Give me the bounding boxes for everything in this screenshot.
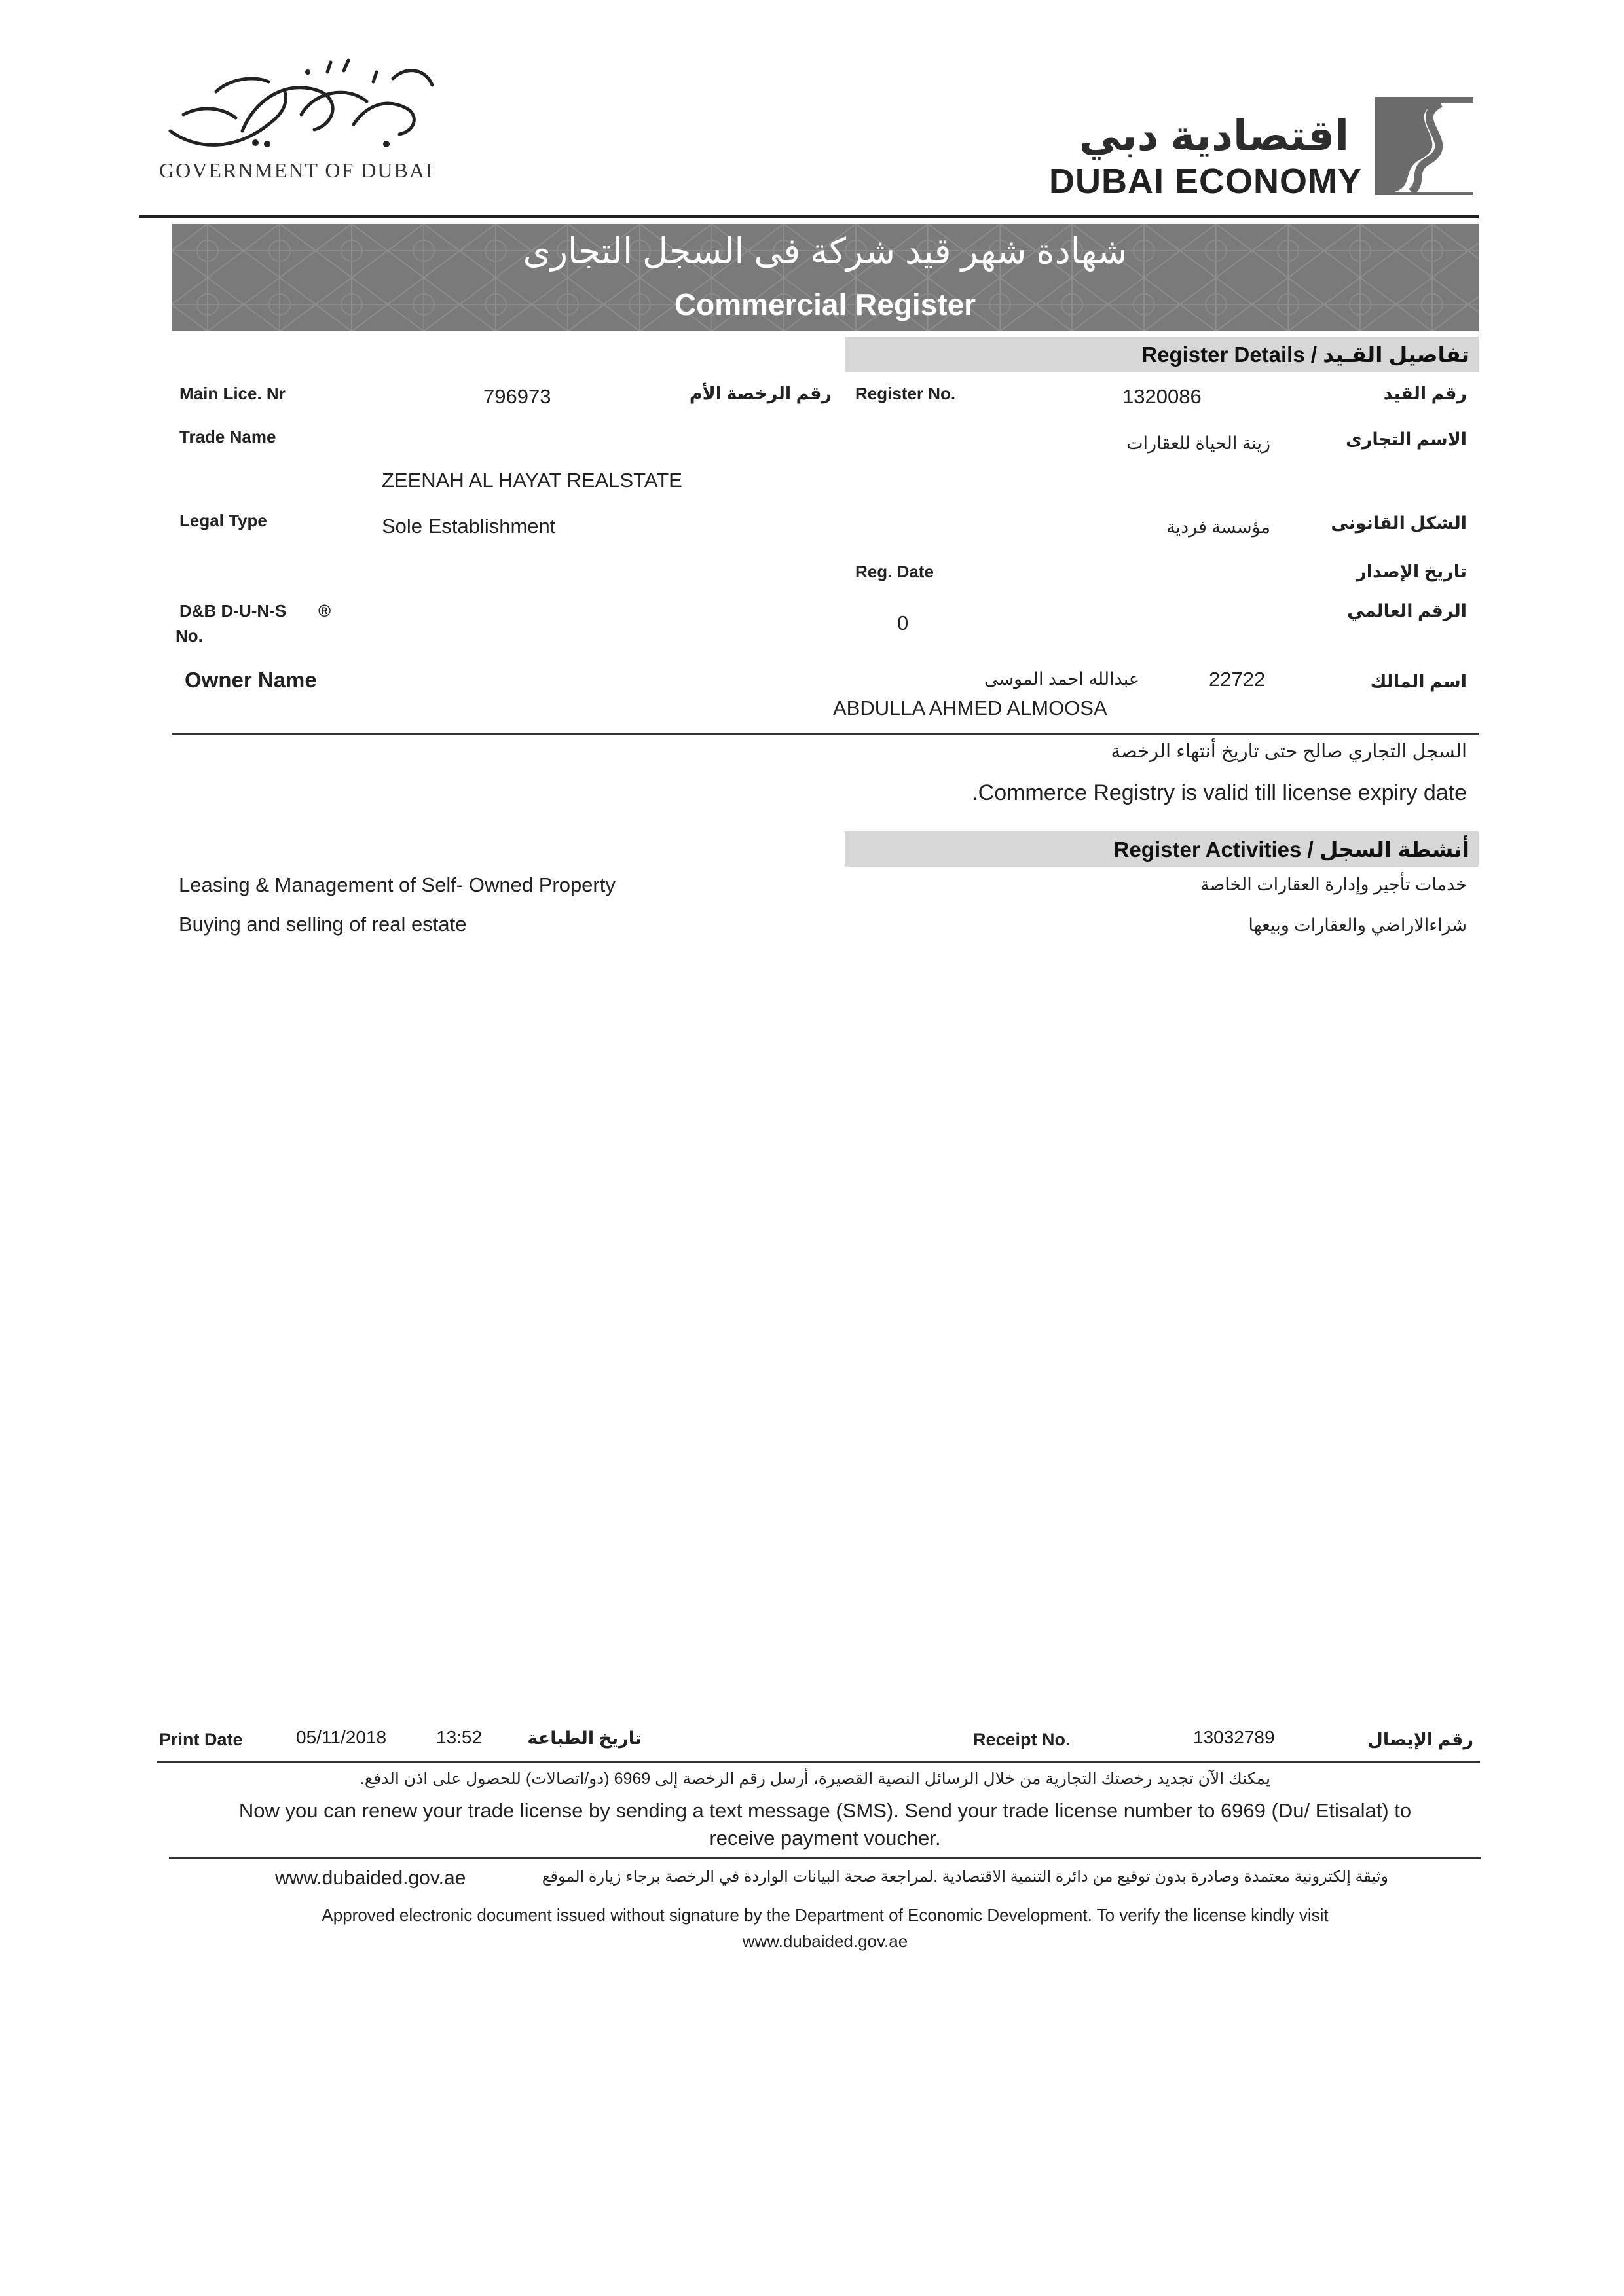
print-date-label-ar: تاريخ الطباعة <box>527 1728 642 1748</box>
reg-date-label-ar: تاريخ الإصدار <box>1356 562 1467 581</box>
activity-item-1-ar: خدمات تأجير وإدارة العقارات الخاصة <box>1200 875 1467 894</box>
footer-divider-top <box>157 1761 1480 1763</box>
duns-label-no: No. <box>175 626 203 646</box>
approved-text-ar: وثيقة إلكترونية معتمدة وصادرة بدون توقيع من دائرة التنمية الاقتصادية .لمراجعة صحة البيانات الواردة في الرخصة برجاء زيارة الموقع <box>542 1868 1388 1886</box>
legal-type-label-ar: الشكل القانونى <box>1331 513 1467 533</box>
print-date: 05/11/2018 <box>296 1727 387 1747</box>
footer-divider-bottom <box>169 1857 1481 1859</box>
legal-type-label: Legal Type <box>179 511 267 530</box>
title-banner <box>172 224 1479 331</box>
main-licence-label-ar: رقم الرخصة الأم <box>689 384 832 403</box>
duns-label-ar: الرقم العالمي <box>1347 601 1467 621</box>
activity-item-2: Buying and selling of real estate <box>179 913 467 936</box>
trade-name-value-ar: زينة الحياة للعقارات <box>1126 433 1270 453</box>
print-time: 13:52 <box>436 1727 483 1747</box>
activity-item-1: Leasing & Management of Self- Owned Property <box>179 873 616 896</box>
details-divider <box>172 733 1479 735</box>
banner-title-arabic: شهادة شهر قيد شركة فى السجل التجارى <box>523 232 1128 271</box>
header-divider <box>139 215 1479 218</box>
gov-name: GOVERNMENT OF DUBAI <box>159 158 434 182</box>
duns-value: 0 <box>897 611 909 634</box>
reg-date-label: Reg. Date <box>855 562 934 581</box>
calligraphy-emblem-icon <box>157 52 445 164</box>
approved-url[interactable]: www.dubaided.gov.ae <box>275 1867 466 1889</box>
register-details-header <box>845 337 1479 372</box>
legal-type-value: Sole Establishment <box>382 515 556 538</box>
validity-text-ar: السجل التجاري صالح حتى تاريخ أنتهاء الرخصة <box>1111 741 1467 762</box>
main-licence-label: Main Lice. Nr <box>179 384 286 403</box>
register-details-title: Register Details / تفاصيل القـيد <box>1141 342 1469 367</box>
validity-text: Commerce Registry is valid till license expiry date. <box>972 780 1467 805</box>
main-licence-value: 796973 <box>483 385 551 408</box>
register-activities-title: Register Activities / أنشطة السجل <box>1113 837 1469 862</box>
owner-name-label-ar: اسم المالك <box>1370 672 1467 691</box>
duns-label: D&B D-U-N-S <box>179 601 287 621</box>
sms-renewal-text-line-2: receive payment voucher. <box>709 1827 941 1850</box>
print-date-label: Print Date <box>159 1730 243 1749</box>
banner-title: Commercial Register <box>674 287 976 321</box>
dubai-economy-name: DUBAI ECONOMY <box>1048 162 1362 201</box>
owner-id: 22722 <box>1209 668 1266 691</box>
register-no-label: Register No. <box>855 384 956 403</box>
approved-text: Approved electronic document issued without signature by the Department of Economic Development. To verify the license kindly visit <box>322 1905 1329 1925</box>
dubai-economy-arabic-name: اقتصادية دبي <box>1079 112 1349 159</box>
owner-name: ABDULLA AHMED ALMOOSA <box>833 697 1107 720</box>
duns-registered-mark: ® <box>318 601 331 621</box>
receipt-no: 13032789 <box>1193 1727 1275 1747</box>
legal-type-value-ar: مؤسسة فردية <box>1166 517 1270 537</box>
sms-renewal-text-line-1: Now you can renew your trade license by sending a text message (SMS). Send your trade license number to 6969 (Du/ Etisalat) to <box>238 1799 1412 1822</box>
dubai-economy-logo-icon <box>1375 97 1473 195</box>
activity-item-2-ar: شراءالاراضي والعقارات وبيعها <box>1248 915 1467 935</box>
owner-name-ar: عبدالله احمد الموسى <box>984 669 1139 689</box>
trade-name-label: Trade Name <box>179 427 276 446</box>
receipt-no-label-ar: رقم الإيصال <box>1367 1730 1473 1749</box>
sms-renewal-text-ar: يمكنك الآن تجديد رخصتك التجارية من خلال الرسائل النصية القصيرة، أرسل رقم الرخصة إلى 6969 (دو/اتصالات) للحصول على اذن الدفع. <box>360 1770 1270 1788</box>
trade-name-value: ZEENAH AL HAYAT REALSTATE <box>382 469 682 492</box>
register-no-label-ar: رقم القيد <box>1383 384 1467 403</box>
receipt-no-label: Receipt No. <box>973 1730 1071 1749</box>
owner-name-label: Owner Name <box>185 668 317 692</box>
register-activities-header <box>845 831 1479 867</box>
approved-url-link[interactable]: www.dubaided.gov.ae <box>742 1931 908 1951</box>
trade-name-label-ar: الاسم التجارى <box>1346 429 1467 449</box>
register-no-value: 1320086 <box>1122 385 1202 408</box>
